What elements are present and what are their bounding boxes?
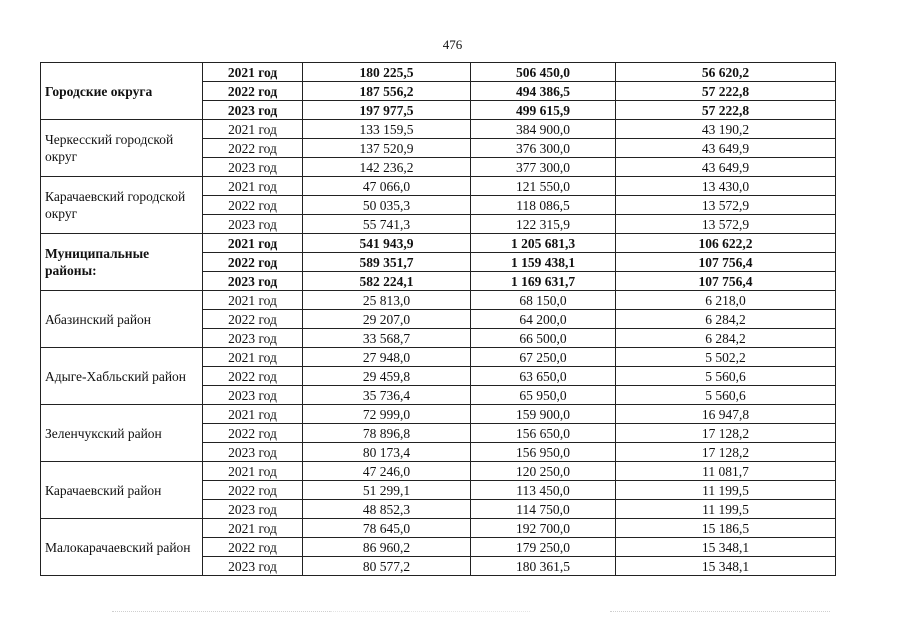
value-1-cell: 142 236,2 [303, 158, 471, 177]
value-3-cell: 13 430,0 [616, 177, 836, 196]
year-cell: 2022 год [203, 367, 303, 386]
value-1-cell: 180 225,5 [303, 63, 471, 82]
value-1-cell: 541 943,9 [303, 234, 471, 253]
year-cell: 2023 год [203, 272, 303, 291]
value-1-cell: 197 977,5 [303, 101, 471, 120]
year-cell: 2022 год [203, 253, 303, 272]
value-2-cell: 499 615,9 [471, 101, 616, 120]
territory-name-cell: Муниципальные районы: [41, 234, 203, 291]
year-cell: 2023 год [203, 386, 303, 405]
value-2-cell: 121 550,0 [471, 177, 616, 196]
value-1-cell: 48 852,3 [303, 500, 471, 519]
territory-name-cell: Городские округа [41, 63, 203, 120]
value-2-cell: 114 750,0 [471, 500, 616, 519]
value-2-cell: 67 250,0 [471, 348, 616, 367]
year-cell: 2023 год [203, 101, 303, 120]
table-row [41, 120, 836, 139]
value-3-cell: 43 190,2 [616, 120, 836, 139]
year-cell: 2021 год [203, 405, 303, 424]
value-2-cell: 113 450,0 [471, 481, 616, 500]
year-cell: 2021 год [203, 348, 303, 367]
table-row [41, 234, 836, 253]
year-cell: 2021 год [203, 177, 303, 196]
table-row [41, 63, 836, 82]
value-2-cell: 494 386,5 [471, 82, 616, 101]
year-cell: 2022 год [203, 538, 303, 557]
value-2-cell: 384 900,0 [471, 120, 616, 139]
year-cell: 2023 год [203, 500, 303, 519]
year-cell: 2021 год [203, 291, 303, 310]
year-cell: 2021 год [203, 63, 303, 82]
value-3-cell: 57 222,8 [616, 82, 836, 101]
value-1-cell: 51 299,1 [303, 481, 471, 500]
value-2-cell: 68 150,0 [471, 291, 616, 310]
territory-name-cell: Черкесский городской округ [41, 120, 203, 177]
value-1-cell: 25 813,0 [303, 291, 471, 310]
value-2-cell: 65 950,0 [471, 386, 616, 405]
value-3-cell: 15 186,5 [616, 519, 836, 538]
value-1-cell: 133 159,5 [303, 120, 471, 139]
value-1-cell: 589 351,7 [303, 253, 471, 272]
scan-artifact-line-right [610, 611, 830, 612]
year-cell: 2022 год [203, 82, 303, 101]
value-3-cell: 5 502,2 [616, 348, 836, 367]
value-1-cell: 47 246,0 [303, 462, 471, 481]
value-1-cell: 187 556,2 [303, 82, 471, 101]
territory-name-cell: Абазинский район [41, 291, 203, 348]
scan-artifact-line-left [112, 611, 332, 612]
value-2-cell: 1 159 438,1 [471, 253, 616, 272]
value-3-cell: 56 620,2 [616, 63, 836, 82]
value-1-cell: 35 736,4 [303, 386, 471, 405]
value-2-cell: 156 650,0 [471, 424, 616, 443]
table-row [41, 405, 836, 424]
value-1-cell: 80 173,4 [303, 443, 471, 462]
value-3-cell: 107 756,4 [616, 253, 836, 272]
value-2-cell: 159 900,0 [471, 405, 616, 424]
value-3-cell: 5 560,6 [616, 386, 836, 405]
value-1-cell: 29 207,0 [303, 310, 471, 329]
value-1-cell: 78 896,8 [303, 424, 471, 443]
value-2-cell: 1 205 681,3 [471, 234, 616, 253]
value-2-cell: 66 500,0 [471, 329, 616, 348]
territory-name-cell: Зеленчукский район [41, 405, 203, 462]
territory-name-cell: Адыге-Хабльский район [41, 348, 203, 405]
value-3-cell: 6 218,0 [616, 291, 836, 310]
value-2-cell: 122 315,9 [471, 215, 616, 234]
value-1-cell: 50 035,3 [303, 196, 471, 215]
budget-table [40, 62, 836, 576]
value-3-cell: 15 348,1 [616, 557, 836, 576]
value-2-cell: 506 450,0 [471, 63, 616, 82]
value-1-cell: 86 960,2 [303, 538, 471, 557]
value-2-cell: 156 950,0 [471, 443, 616, 462]
value-2-cell: 377 300,0 [471, 158, 616, 177]
year-cell: 2022 год [203, 196, 303, 215]
year-cell: 2021 год [203, 462, 303, 481]
value-3-cell: 43 649,9 [616, 139, 836, 158]
value-3-cell: 13 572,9 [616, 196, 836, 215]
value-1-cell: 27 948,0 [303, 348, 471, 367]
year-cell: 2022 год [203, 481, 303, 500]
value-1-cell: 72 999,0 [303, 405, 471, 424]
value-1-cell: 582 224,1 [303, 272, 471, 291]
value-2-cell: 179 250,0 [471, 538, 616, 557]
year-cell: 2021 год [203, 519, 303, 538]
value-1-cell: 80 577,2 [303, 557, 471, 576]
year-cell: 2023 год [203, 557, 303, 576]
territory-name-cell: Карачаевский городской округ [41, 177, 203, 234]
value-3-cell: 5 560,6 [616, 367, 836, 386]
value-3-cell: 13 572,9 [616, 215, 836, 234]
value-3-cell: 17 128,2 [616, 443, 836, 462]
value-3-cell: 106 622,2 [616, 234, 836, 253]
value-1-cell: 29 459,8 [303, 367, 471, 386]
year-cell: 2022 год [203, 424, 303, 443]
value-3-cell: 16 947,8 [616, 405, 836, 424]
value-3-cell: 11 199,5 [616, 500, 836, 519]
table-row [41, 462, 836, 481]
value-3-cell: 57 222,8 [616, 101, 836, 120]
value-3-cell: 15 348,1 [616, 538, 836, 557]
table-body [41, 63, 836, 576]
year-cell: 2021 год [203, 120, 303, 139]
value-3-cell: 43 649,9 [616, 158, 836, 177]
value-3-cell: 6 284,2 [616, 310, 836, 329]
territory-name-cell: Малокарачаевский район [41, 519, 203, 576]
value-3-cell: 6 284,2 [616, 329, 836, 348]
year-cell: 2022 год [203, 310, 303, 329]
year-cell: 2023 год [203, 443, 303, 462]
year-cell: 2022 год [203, 139, 303, 158]
year-cell: 2023 год [203, 158, 303, 177]
table-row [41, 348, 836, 367]
value-2-cell: 64 200,0 [471, 310, 616, 329]
territory-name-cell: Карачаевский район [41, 462, 203, 519]
value-2-cell: 376 300,0 [471, 139, 616, 158]
value-1-cell: 78 645,0 [303, 519, 471, 538]
scan-artifact-line-middle [330, 611, 530, 612]
value-2-cell: 180 361,5 [471, 557, 616, 576]
value-3-cell: 17 128,2 [616, 424, 836, 443]
value-1-cell: 47 066,0 [303, 177, 471, 196]
page-number: 476 [442, 37, 463, 52]
value-3-cell: 11 081,7 [616, 462, 836, 481]
table-row [41, 519, 836, 538]
value-1-cell: 55 741,3 [303, 215, 471, 234]
value-2-cell: 192 700,0 [471, 519, 616, 538]
value-2-cell: 120 250,0 [471, 462, 616, 481]
table-row [41, 291, 836, 310]
value-2-cell: 63 650,0 [471, 367, 616, 386]
value-1-cell: 33 568,7 [303, 329, 471, 348]
value-3-cell: 107 756,4 [616, 272, 836, 291]
value-3-cell: 11 199,5 [616, 481, 836, 500]
value-2-cell: 118 086,5 [471, 196, 616, 215]
value-2-cell: 1 169 631,7 [471, 272, 616, 291]
year-cell: 2021 год [203, 234, 303, 253]
value-1-cell: 137 520,9 [303, 139, 471, 158]
year-cell: 2023 год [203, 215, 303, 234]
table-row [41, 177, 836, 196]
year-cell: 2023 год [203, 329, 303, 348]
